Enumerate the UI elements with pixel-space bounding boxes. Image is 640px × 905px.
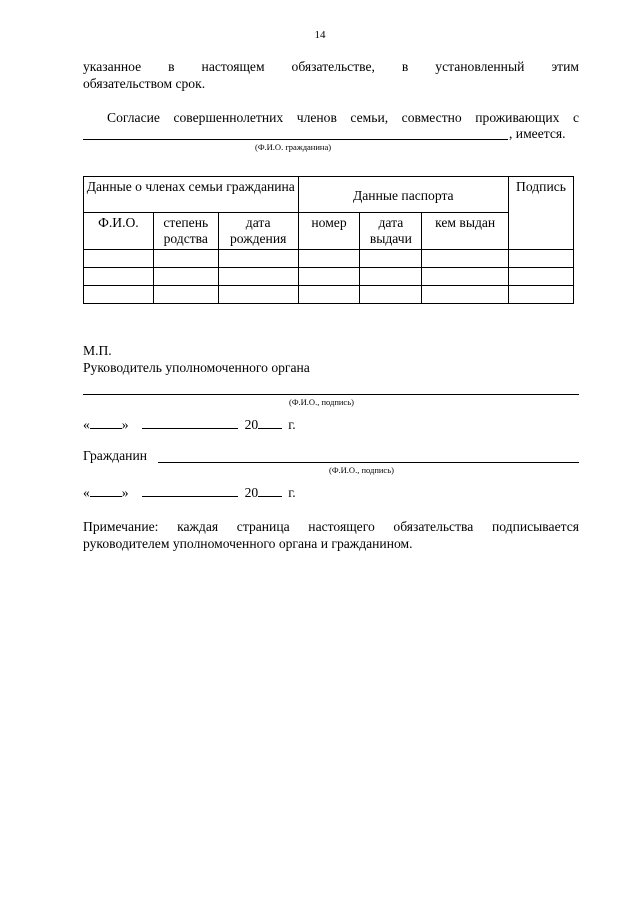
year-prefix: 20 — [244, 485, 259, 500]
date-close-quote: » — [121, 485, 129, 500]
table-cell — [298, 286, 360, 304]
table-cell — [509, 268, 574, 286]
citizen-label: Гражданин — [83, 448, 147, 463]
passport-data-header: Данные паспорта — [298, 177, 508, 213]
table-cell — [360, 250, 422, 268]
table-cell — [153, 268, 218, 286]
table-cell — [218, 286, 298, 304]
col-passport-number: номер — [298, 213, 360, 250]
family-members-table — [83, 176, 574, 304]
table-cell — [509, 286, 574, 304]
year-blank — [258, 416, 282, 429]
citizen-signature-line — [158, 462, 579, 463]
col-birth-date: дата рождения — [218, 213, 298, 250]
date-open-quote: « — [83, 485, 90, 500]
table-row — [84, 250, 574, 268]
month-blank — [142, 484, 238, 497]
table-row — [84, 286, 574, 304]
date-line-1 — [83, 416, 296, 433]
head-signature-caption: (Ф.И.О., подпись) — [289, 397, 354, 407]
family-data-header: Данные о членах семьи гражданина — [84, 177, 299, 213]
table-cell — [153, 286, 218, 304]
table-cell — [422, 268, 509, 286]
head-of-authority-label: Руководитель уполномоченного органа — [83, 360, 310, 375]
date-line-2 — [83, 484, 296, 501]
table-cell — [298, 268, 360, 286]
col-fio: Ф.И.О. — [84, 213, 154, 250]
table-cell — [360, 286, 422, 304]
note-paragraph: Примечание: каждая страница настоящего обязательства подписывается руководителем уполномоченного органа и гражданином. — [83, 519, 579, 551]
paragraph-1-line-1: указанное в настоящем обязательстве, в установленный этим — [83, 59, 579, 74]
citizen-name-caption: (Ф.И.О. гражданина) — [255, 142, 332, 152]
table-cell — [218, 268, 298, 286]
citizen-name-line — [83, 139, 508, 140]
date-open-quote: « — [83, 417, 90, 432]
consent-suffix: , имеется. — [509, 126, 566, 141]
col-relation: степень родства — [153, 213, 218, 250]
table-cell — [84, 286, 154, 304]
seal-mark: М.П. — [83, 343, 112, 358]
consent-paragraph: Согласие совершеннолетних членов семьи, совместно проживающих с — [107, 110, 579, 125]
col-issue-date: дата выдачи — [360, 213, 422, 250]
year-suffix: г. — [288, 417, 296, 432]
table-cell — [84, 268, 154, 286]
day-blank — [90, 416, 122, 429]
month-blank — [142, 416, 238, 429]
table-cell — [218, 250, 298, 268]
page-number: 14 — [314, 29, 326, 41]
date-close-quote: » — [121, 417, 129, 432]
table-row — [84, 268, 574, 286]
table-cell — [153, 250, 218, 268]
table-cell — [360, 268, 422, 286]
signature-header: Подпись — [509, 177, 574, 250]
table-cell — [422, 286, 509, 304]
table-cell — [509, 250, 574, 268]
table-cell — [84, 250, 154, 268]
year-suffix: г. — [288, 485, 296, 500]
year-blank — [258, 484, 282, 497]
head-signature-line — [83, 394, 579, 395]
day-blank — [90, 484, 122, 497]
year-prefix: 20 — [244, 417, 259, 432]
col-issued-by: кем выдан — [422, 213, 509, 250]
table-cell — [422, 250, 509, 268]
citizen-signature-caption: (Ф.И.О., подпись) — [329, 465, 394, 475]
table-cell — [298, 250, 360, 268]
paragraph-1-line-2: обязательством срок. — [83, 76, 206, 91]
